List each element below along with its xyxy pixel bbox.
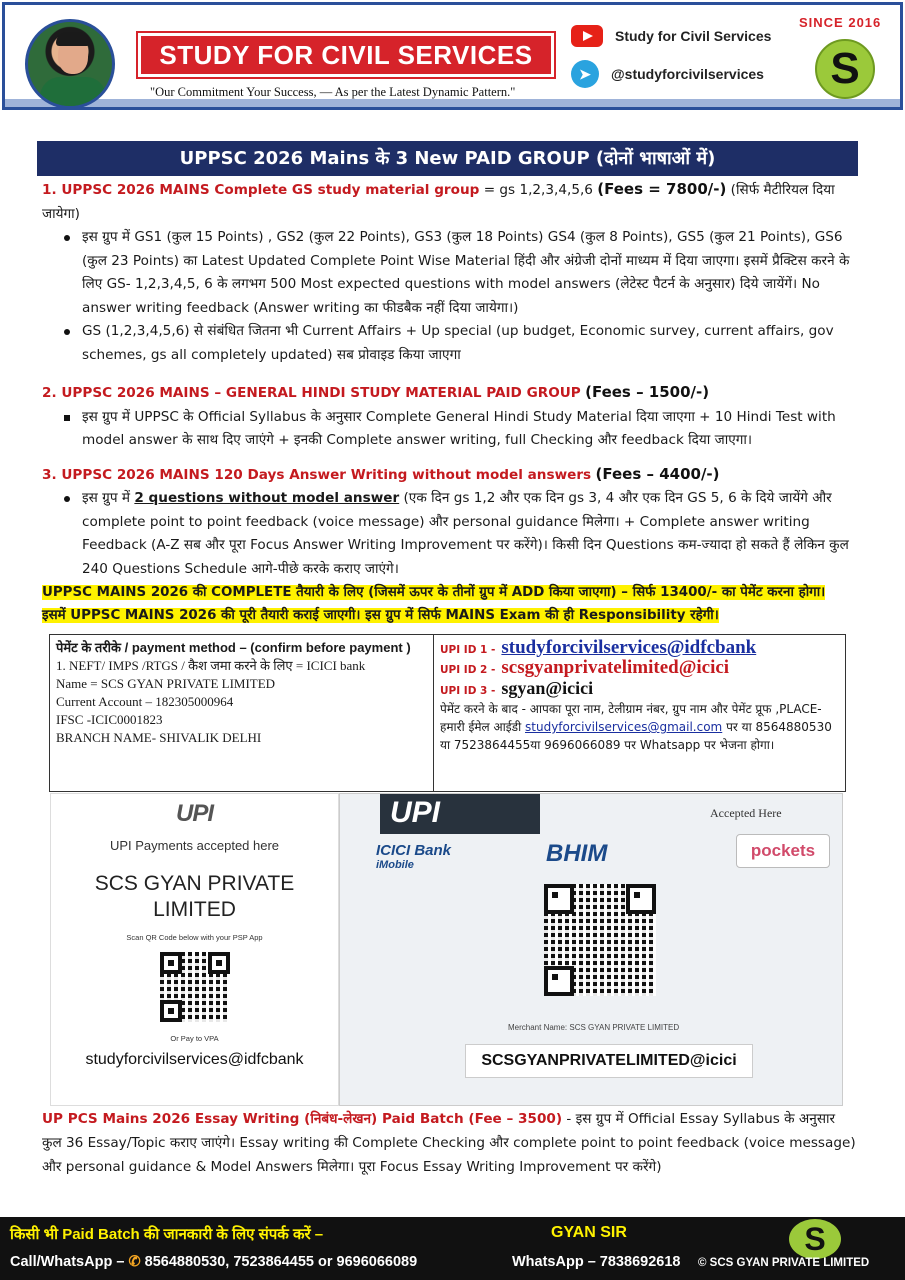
footer — [0, 1217, 905, 1280]
youtube-label: Study for Civil Services — [615, 28, 772, 44]
page-title: UPPSC 2026 Mains के 3 New PAID GROUP (दोनों भाषाओं में) — [37, 141, 858, 176]
account-name: Name = SCS GYAN PRIVATE LIMITED — [56, 676, 276, 691]
merchant-name: Merchant Name: SCS GYAN PRIVATE LIMITED — [508, 1023, 680, 1032]
main-content — [42, 178, 860, 590]
contact-name: GYAN SIR — [551, 1224, 627, 1241]
accepted-text: Accepted Here — [710, 806, 782, 820]
section-gs — [42, 178, 860, 367]
list-item: GS (1,2,3,4,5,6) से संबंधित जितना भी Current Affairs + Up special (up budget, Economic survey, current affairs, gov schemes, gs all completely updated) सब प्रोवाइड किया जाएगा — [42, 320, 860, 367]
upi-value[interactable]: studyforcivilservices@idfcbank — [501, 637, 757, 658]
list-item: इस ग्रुप में UPPSC के Official Syllabus के अनुसार Complete General Hindi Study Material दिया जाएगा + 10 Hindi Test with model answer के साथ दिए जाएंगे + इनकी Complete answer writing, full Checking और feedback दिया जाएगा। — [42, 406, 860, 453]
bank-sub: iMobile — [376, 859, 414, 871]
bullet-list — [42, 487, 860, 581]
brand-title: STUDY FOR CIVIL SERVICES — [138, 33, 554, 77]
bank-name: ICICI Bank — [376, 842, 452, 859]
qr-code[interactable] — [160, 952, 230, 1022]
youtube-icon — [571, 25, 603, 47]
tagline: "Our Commitment Your Success, — As per the Latest Dynamic Pattern." — [150, 85, 516, 99]
bullet-lead: इस ग्रुप में — [82, 490, 135, 506]
fees-label: (Fees – 4400/-) — [595, 464, 720, 483]
scan-text: Scan QR Code below with your PSP App — [126, 933, 263, 942]
upi-label: UPI ID 3 - — [440, 685, 496, 697]
qr-eye — [208, 952, 230, 974]
payment-title: पेमेंट के तरीके / payment method – (confirm before payment ) — [56, 640, 411, 655]
copyright: © SCS GYAN PRIVATE LIMITED — [698, 1257, 870, 1269]
fees-label: (Fees = 7800/-) — [597, 180, 727, 198]
company-name: SCS GYAN PRIVATE LIMITED — [94, 872, 295, 921]
contact-line: किसी भी Paid Batch की जानकारी के लिए संपर्क करें – — [10, 1226, 324, 1243]
essay-section — [42, 1107, 857, 1179]
list-item: इस ग्रुप में GS1 (कुल 15 Points) , GS2 (कुल 22 Points), GS3 (कुल 18 Points) GS4 (कुल 8 Points), GS5 (कुल 21 Points), GS6 (कुल 23 Points) का Latest Updated Complete Point Wise Material हिंदी और अंग्रेजी दोनों माध्यम में दिया जाएगा। इसमें प्रैक्टिस करने के लिए GS- 1,2,3,4,5, 6 के लगभग 500 Most expected questions with model answers (लेटेस्ट पैटर्न के अनुसार) दिये जायेंगें। No answer writing feedback (Answer writing का फीडबैक नहीं दिया जायेगा।) — [42, 226, 860, 320]
or-pay-text: Or Pay to VPA — [170, 1034, 219, 1043]
account-number: Current Account – 182305000964 — [56, 694, 234, 709]
upi-label: UPI ID 1 - — [440, 644, 496, 656]
vpa-text: SCSGYANPRIVATELIMITED@icici — [465, 1044, 753, 1078]
upi-logo: UPI — [380, 794, 540, 834]
upi-id-1 — [440, 639, 839, 659]
section-subjects: = gs 1,2,3,4,5,6 — [479, 182, 598, 198]
bullet-list — [42, 226, 860, 367]
highlight-text: UPPSC MAINS 2026 की COMPLETE तैयारी के लिए (जिसमें ऊपर के तीनों ग्रुप में ADD किया जाएगा) – सिर्फ 13400/- का पेमेंट करना होगा। इसमें UPPSC MAINS 2026 की पूरी तैयारी कराई जाएगी। इस ग्रुप में सिर्फ MAINS Exam की ही Responsibility रहेगी। — [42, 585, 826, 623]
avatar — [25, 19, 115, 109]
upi-label: UPI ID 2 - — [440, 664, 496, 676]
whatsapp-number[interactable]: WhatsApp – 7838692618 — [512, 1254, 681, 1270]
list-item — [42, 487, 860, 581]
telegram-label: @studyforcivilservices — [611, 66, 764, 82]
qr-card-idfc — [50, 793, 339, 1106]
fees-label: (Fees – 1500/-) — [585, 383, 710, 401]
telegram-link[interactable] — [571, 60, 764, 88]
accepted-text: UPI Payments accepted here — [109, 838, 280, 853]
branch-name: BRANCH NAME- SHIVALIK DELHI — [56, 730, 262, 745]
payment-methods — [50, 635, 434, 791]
pockets-logo: pockets — [736, 834, 830, 868]
qr-code[interactable] — [544, 884, 656, 996]
brand-logo: S — [815, 39, 875, 99]
vpa-text: studyforcivilservices@idfcbank — [85, 1051, 304, 1068]
section-heading — [42, 178, 860, 226]
section-heading — [42, 381, 860, 406]
section-answer-writing — [42, 463, 860, 582]
call-line — [10, 1254, 417, 1270]
telegram-icon: ➤ — [571, 60, 599, 88]
call-label: Call/WhatsApp – — [10, 1254, 125, 1270]
instructions-text: पेमेंट करने के बाद - आपका पूरा नाम, टेलीग्राम नंबर, ग्रुप नाम और पेमेंट प्रूफ ,PLACE- हमारी ईमेल आईडी — [440, 702, 822, 734]
since-label: SINCE 2016 — [799, 15, 882, 30]
instructions-text: पर या 8564880530 या 7523864455या 9696066089 पर Whatsapp पर भेजना होगा। — [440, 720, 832, 752]
qr-eye — [544, 884, 574, 914]
section-title: 2. UPPSC 2026 MAINS – GENERAL HINDI STUDY MATERIAL PAID GROUP — [42, 385, 581, 401]
bank-line: 1. NEFT/ IMPS /RTGS / कैश जमा करने के लिए = ICICI bank — [56, 658, 366, 673]
upi-details — [434, 635, 845, 791]
call-numbers[interactable]: 8564880530, 7523864455 or 9696066089 — [144, 1254, 418, 1270]
upi-value[interactable]: scsgyanprivatelimited@icici — [501, 657, 730, 678]
bullet-emphasis: 2 questions without model answer — [134, 490, 400, 506]
header — [2, 2, 903, 110]
icici-logo — [376, 842, 451, 871]
highlight-note — [42, 581, 852, 627]
qr-card-icici — [339, 793, 843, 1106]
email-link[interactable]: studyforcivilservices@gmail.com — [525, 720, 723, 734]
qr-eye — [544, 966, 574, 996]
footer-logo: S — [789, 1219, 841, 1259]
qr-eye — [626, 884, 656, 914]
bullet-list — [42, 406, 860, 453]
section-title: 1. UPPSC 2026 MAINS Complete GS study material group — [42, 182, 480, 198]
upi-id-3 — [440, 679, 839, 700]
bullet-rest: (एक दिन gs 1,2 और एक दिन gs 3, 4 और एक दिन GS 5, 6 के दिये जायेंगे और complete point to point feedback (voice message) और personal guidance मिलेगा। + Complete answer writing Feedback (A-Z सब और पूरा Focus Answer Writing Improvement पर करेंगे)। किसी दिन Questions कम-ज्यादा हो सकते हैं लेकिन कुल 240 Questions Schedule आगे-पीछे करके कराए जाएंगे। — [82, 490, 849, 577]
avatar-hair — [56, 32, 90, 46]
section-hindi — [42, 381, 860, 453]
section-title: 3. UPPSC 2026 MAINS 120 Days Answer Writing without model answers — [42, 466, 592, 483]
bhim-logo: BHIM — [546, 840, 608, 867]
section-note: (सिर्फ मैटीरियल दिया जायेगा) — [42, 182, 835, 222]
upi-logo: UPI — [175, 800, 213, 827]
essay-title: UP PCS Mains 2026 Essay Writing (निबंध-लेखन) Paid Batch (Fee – 3500) — [42, 1111, 563, 1127]
qr-eye — [160, 952, 182, 974]
essay-text: - इस ग्रुप में Official Essay Syllabus के अनुसार कुल 36 Essay/Topic कराए जाएंगे। Essay writing की Complete Checking और complete point to point feedback (voice message) और personal guidance & Model Answers मिलेगा। पूरा Focus Essay Writing Improvement पर करेंगे) — [42, 1111, 856, 1175]
section-heading — [42, 463, 860, 488]
avatar-shirt — [40, 77, 106, 109]
ifsc-code: IFSC -ICIC0001823 — [56, 712, 163, 727]
upi-id-2 — [440, 659, 839, 679]
qr-eye — [160, 1000, 182, 1022]
youtube-link[interactable] — [571, 25, 771, 47]
payment-instructions — [440, 700, 839, 754]
upi-value[interactable]: sgyan@icici — [501, 678, 594, 698]
phone-icon: ✆ — [128, 1254, 141, 1270]
payment-box — [49, 634, 846, 792]
